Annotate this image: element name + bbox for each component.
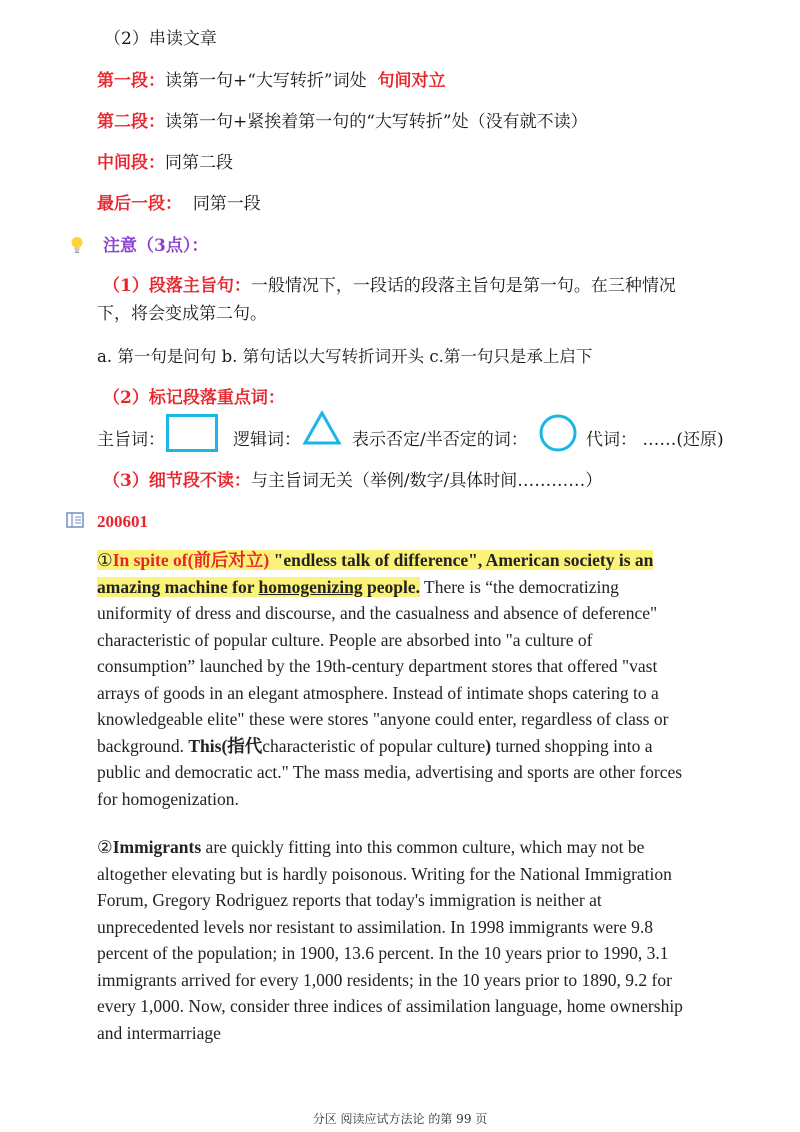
p1-line-3: uniformity of dress and discourse, and the casualness and absence of deference" — [97, 603, 658, 623]
page-footer: 分区 阅读应试方法论 的第 99 页 — [312, 1112, 488, 1126]
p2-line-3: Forum, Gregory Rodriguez reports that today's immigration is neither at — [97, 890, 602, 910]
pronoun-text: ……(还原) — [642, 430, 724, 450]
note-1 — [103, 274, 676, 298]
p1-hl-c: people. — [362, 576, 420, 597]
note-1-label: （1）段落主旨句： — [103, 276, 251, 296]
p1-hl-u: homogenizing — [258, 576, 363, 597]
p1-line-1 — [97, 547, 737, 574]
p1-t7a: background. — [97, 735, 189, 756]
p1-t1: There is “the democratizing — [419, 576, 619, 597]
note-1-cases: a. 第一句是问句 b. 第句话以大写转折词开头 c.第一句只是承上启下 — [97, 347, 593, 366]
logic-word-label: 逻辑词： — [233, 430, 301, 450]
p1-hl-b: amazing machine for — [97, 576, 259, 597]
p1-note: 句间对立 — [377, 71, 446, 91]
note-2-label: （2）标记段落重点词： — [103, 388, 285, 408]
note-1-text-a: 一般情况下，一段话的段落主旨句是第一句。在三种情况 — [250, 276, 676, 296]
notes-title: 注意（3点）： — [103, 236, 209, 256]
p2-label: 第二段： — [97, 112, 165, 132]
note-3 — [103, 469, 602, 493]
p2-t1: are quickly fitting into this common culture, which may not be — [201, 837, 645, 857]
p1-num: ① — [97, 550, 113, 570]
p1-hl-red: In spite of(前后对立) — [112, 550, 270, 570]
p1-line-2 — [97, 574, 737, 601]
note-2 — [103, 386, 285, 410]
last-label: 最后一段： — [97, 194, 182, 214]
p2-line-1 — [97, 834, 737, 861]
p1-line-9: public and democratic act." The mass media, advertising and sports are other forces — [97, 762, 683, 782]
outline-middle — [97, 151, 233, 175]
main-word-label: 主旨词： — [97, 430, 165, 450]
p1-hl-a: "endless talk of difference", American society is an — [269, 550, 654, 570]
outline-heading: （2）串读文章 — [104, 29, 217, 49]
passage-paragraph-2 — [97, 834, 737, 1046]
notebook-icon — [66, 512, 84, 528]
p2-line-7: every 1,000. Now, consider three indices of assimilation language, home ownership — [97, 996, 683, 1016]
note-3-text: 与主旨词无关（举例/数字/具体时间…………） — [250, 471, 603, 491]
pronoun-label: 代词： — [586, 430, 637, 450]
p1-line-8 — [97, 733, 737, 760]
p1-line-4: characteristic of popular culture. People are absorbed into "a culture of — [97, 629, 593, 650]
p1-line-10: for homogenization. — [97, 788, 239, 809]
pronoun-row — [586, 428, 724, 452]
negation-word-label: 表示否定/半否定的词： — [352, 430, 528, 450]
p2-line-8: and intermarriage — [97, 1022, 221, 1043]
note-1-cont: 下，将会变成第二句。 — [97, 304, 267, 324]
p1-t7-bold: This(指代 — [188, 735, 263, 756]
p2-bold: Immigrants — [112, 837, 202, 857]
p1-line-6: arrays of goods in an elegant atmosphere. Instead of intimate shops catering to a — [97, 682, 659, 703]
triangle-mark-icon — [302, 410, 342, 446]
marks-row — [97, 428, 165, 452]
lightbulb-icon — [70, 236, 84, 254]
p2-num: ② — [97, 837, 113, 857]
outline-paragraph-2 — [97, 110, 588, 134]
p1-t7-close: ) — [485, 735, 492, 756]
passage-paragraph-1 — [97, 547, 737, 812]
outline-paragraph-1 — [97, 69, 445, 93]
p2-line-5: percent of the population; in 1900, 13.6 percent. In the 10 years prior to 1990, 3.1 — [97, 943, 669, 963]
p2-text: 读第一句+紧挨着第一句的“大写转折”处（没有就不读） — [165, 112, 588, 132]
p2-line-6: immigrants arrived for every 1,000 residents; in the 10 years prior to 1890, 9.2 for — [97, 969, 672, 990]
p1-line-5: consumption” launched by the 19th-century department stores that offered "vast — [97, 656, 658, 676]
outline-last — [97, 192, 261, 216]
last-text: 同第一段 — [192, 194, 261, 214]
passage-code: 200601 — [97, 512, 148, 531]
p2-line-2: altogether elevating but is hardly poisonous. Writing for the National Immigration — [97, 863, 672, 884]
mid-text: 同第二段 — [165, 153, 233, 173]
note-3-label: （3）细节段不读： — [103, 471, 251, 491]
square-mark-icon — [166, 414, 218, 452]
p1-text: 读第一句+“大写转折”词处 — [165, 71, 367, 91]
p1-t7c: turned shopping into a — [491, 735, 653, 756]
p1-line-7: knowledgeable elite" these were stores "anyone could enter, regardless of class or — [97, 709, 669, 729]
mid-label: 中间段： — [97, 153, 165, 173]
circle-mark-icon — [538, 413, 578, 453]
p1-label: 第一段： — [97, 71, 165, 91]
p1-t7b: characteristic of popular culture — [262, 735, 486, 756]
p2-line-4: unprecedented levels nor resistant to assimilation. In 1998 immigrants were 9.8 — [97, 916, 653, 937]
